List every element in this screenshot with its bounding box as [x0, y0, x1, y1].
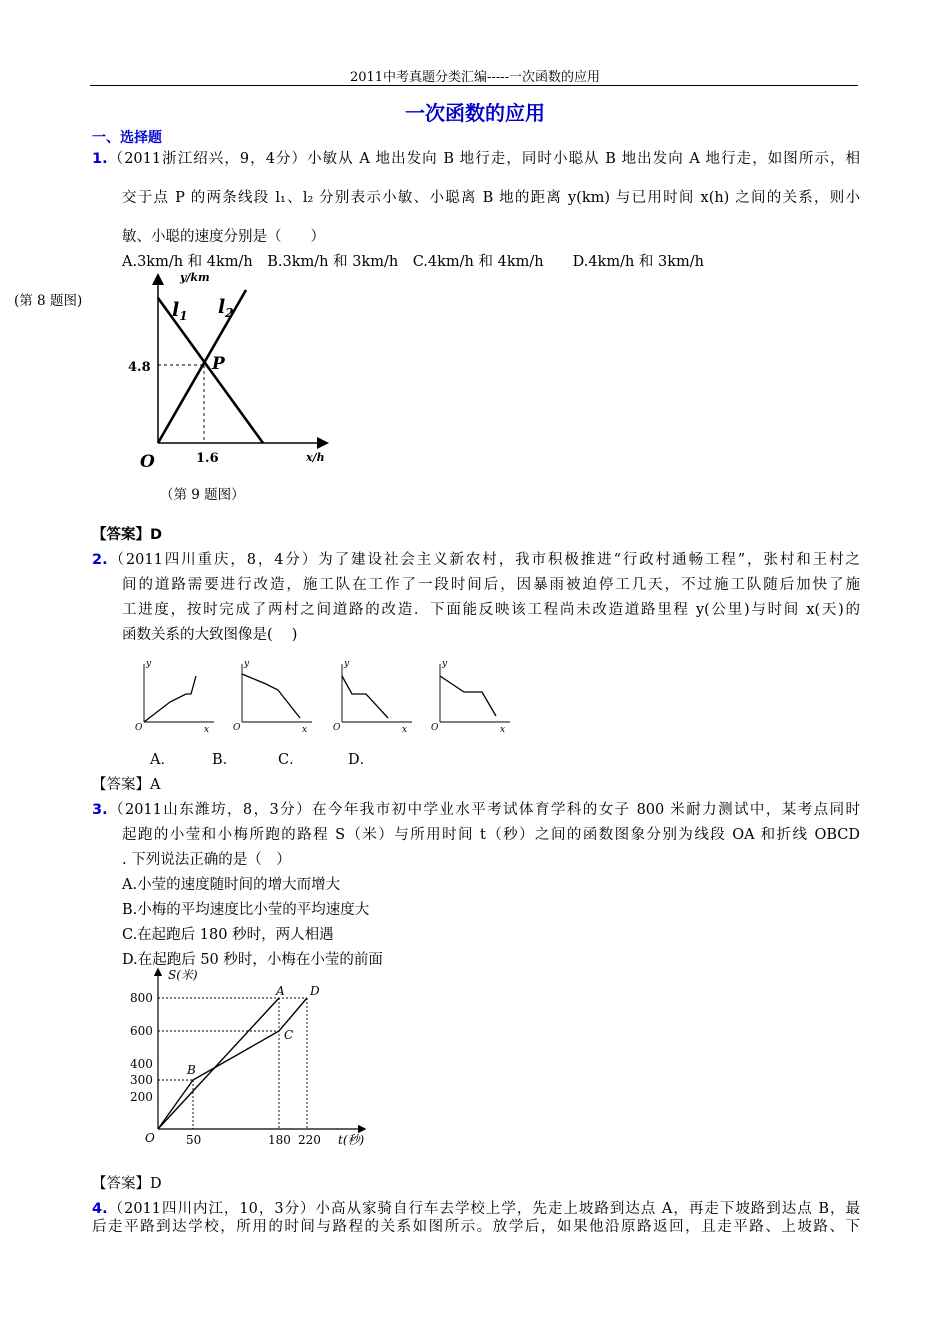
q3-line-obcd	[158, 998, 307, 1129]
q1-ytick: 4.8	[128, 360, 151, 375]
section-heading: 一、选择题	[92, 130, 162, 146]
q2-line3: 工进度，按时完成了两村之间道路的改造．下面能反映该工程尚未改造道路里程 y(公里)与时间 x(天)的	[122, 602, 860, 618]
q1-number: 1.	[92, 151, 108, 167]
q3-line-oa	[158, 998, 279, 1129]
q2-line2: 间的道路需要进行改造，施工队在工作了一段时间后，因暴雨被迫停工几天，不过施工队随后加快了施	[122, 577, 860, 593]
q2-a-ylabel: y	[146, 659, 152, 669]
q3-point-a: A	[276, 984, 285, 998]
q3-line2: 起跑的小莹和小梅所跑的路程 S（米）与所用时间 t（秒）之间的函数图象分别为线段 OA 和折线 OBCD	[122, 827, 860, 843]
q3-option-c: C.在起跑后 180 秒时，两人相遇	[122, 927, 334, 943]
q1-ylabel: y/km	[180, 271, 210, 284]
q3-answer: 【答案】D	[92, 1176, 162, 1192]
q1-side-label: (第 8 题图)	[14, 293, 83, 309]
q2-label-d: D．	[348, 752, 375, 768]
q1-line2: 交于点 P 的两条线段 l₁、l₂ 分别表示小敏、小聪离 B 地的距离 y(km) 与已用时间 x(h) 之间的关系，则小	[122, 190, 860, 206]
q2-b-origin: O	[233, 723, 241, 733]
q2-answer: 【答案】A	[92, 777, 161, 793]
q2-number: 2.	[92, 552, 108, 568]
q3-ytick-300: 300	[130, 1073, 153, 1087]
q1-point-p: P	[212, 354, 225, 374]
q1-answer: 【答案】D	[92, 527, 163, 543]
page-title: 一次函数的应用	[405, 101, 545, 125]
q2-c-origin: O	[333, 723, 341, 733]
q4-number: 4.	[92, 1201, 108, 1217]
q3-option-a: A.小莹的速度随时间的增大而增大	[122, 877, 341, 893]
q3-xtick-220: 220	[298, 1133, 321, 1147]
q3-text-1: （2011山东潍坊，8，3分）在今年我市初中学业水平考试体育学科的女子 800 米耐力测试中，某考点同时	[107, 802, 860, 818]
q3-option-d: D.在起跑后 50 秒时，小梅在小莹的前面	[122, 952, 383, 968]
q2-c-ylabel: y	[344, 659, 350, 669]
q2-c-graph-line	[342, 676, 388, 718]
q3-number: 3.	[92, 802, 108, 818]
q3-line1	[92, 798, 860, 819]
q1-line1	[92, 147, 860, 168]
q2-b-ylabel: y	[244, 659, 250, 669]
q1-origin: O	[140, 452, 155, 468]
page-header: 2011中考真题分类汇编-----一次函数的应用	[349, 70, 601, 85]
q2-b-xlabel: x	[302, 725, 308, 735]
q1-line3: 敏、小聪的速度分别是（ ）	[122, 229, 325, 245]
q2-text-1: （2011四川重庆，8，4分）为了建设社会主义新农村，我市积极推进“行政村通畅工程”，张村和王村之	[107, 552, 860, 568]
q1-caption: （第 9 题图）	[160, 487, 245, 503]
q2-label-b: B．	[212, 752, 238, 768]
q1-options: A.3km/h 和 4km/h B.3km/h 和 3km/h C.4km/h 和 4km/h D.4km/h 和 3km/h	[122, 254, 705, 270]
q3-ytick-600: 600	[130, 1024, 153, 1038]
q3-line3: . 下列说法正确的是（ ）	[122, 852, 291, 868]
q4-text-1: （2011四川内江，10，3分）小高从家骑自行车去学校上学，先走上坡路到达点 A，再走下坡路到达点 B，最	[107, 1201, 860, 1217]
q2-d-origin: O	[431, 723, 439, 733]
q1-label-l1: $l_1$	[172, 299, 188, 323]
q2-a-graph-line	[144, 676, 196, 722]
q3-point-c: C	[284, 1028, 294, 1042]
q2-d-xlabel: x	[500, 725, 506, 735]
q2-d-ylabel: y	[442, 659, 448, 669]
q3-point-d: D	[310, 984, 320, 998]
q2-a-origin: O	[135, 723, 143, 733]
q3-xtick-180: 180	[268, 1133, 291, 1147]
q1-xlabel: x/h	[306, 451, 325, 464]
header-rule	[90, 85, 858, 86]
q2-label-a: A．	[150, 752, 175, 768]
q2-a-xlabel: x	[204, 725, 210, 735]
q3-ytick-800: 800	[130, 991, 153, 1005]
q1-xtick: 1.6	[196, 451, 219, 466]
q2-c-xlabel: x	[402, 725, 408, 735]
q3-origin: O	[145, 1131, 155, 1145]
q1-text-1: （2011浙江绍兴，9，4分）小敏从 A 地出发向 B 地行走，同时小聪从 B 地出发向 A 地行走，如图所示，相	[107, 151, 860, 167]
q2-line1	[92, 548, 860, 569]
q3-xlabel: t(秒)	[338, 1133, 365, 1147]
q3-xtick-50: 50	[186, 1133, 202, 1147]
q2-b-graph-line	[242, 674, 300, 718]
q2-label-c: C．	[278, 752, 304, 768]
q3-point-b: B	[187, 1063, 196, 1077]
q2-line4: 函数关系的大致图像是( )	[122, 627, 298, 643]
q3-ylabel: S(米)	[168, 968, 198, 982]
q3-option-b: B.小梅的平均速度比小莹的平均速度大	[122, 902, 370, 918]
q1-label-l2: $l_2$	[218, 296, 234, 320]
q3-ytick-200: 200	[130, 1090, 153, 1104]
q4-line2: 后走平路到达学校，所用的时间与路程的关系如图所示。放学后，如果他沿原路返回，且走平路、上坡路、下	[92, 1219, 860, 1235]
q3-ytick-400: 400	[130, 1057, 153, 1071]
q2-d-graph-line	[440, 676, 496, 716]
q1-graph	[120, 268, 340, 468]
q2-graphs	[126, 654, 526, 736]
q3-graph	[118, 966, 378, 1152]
